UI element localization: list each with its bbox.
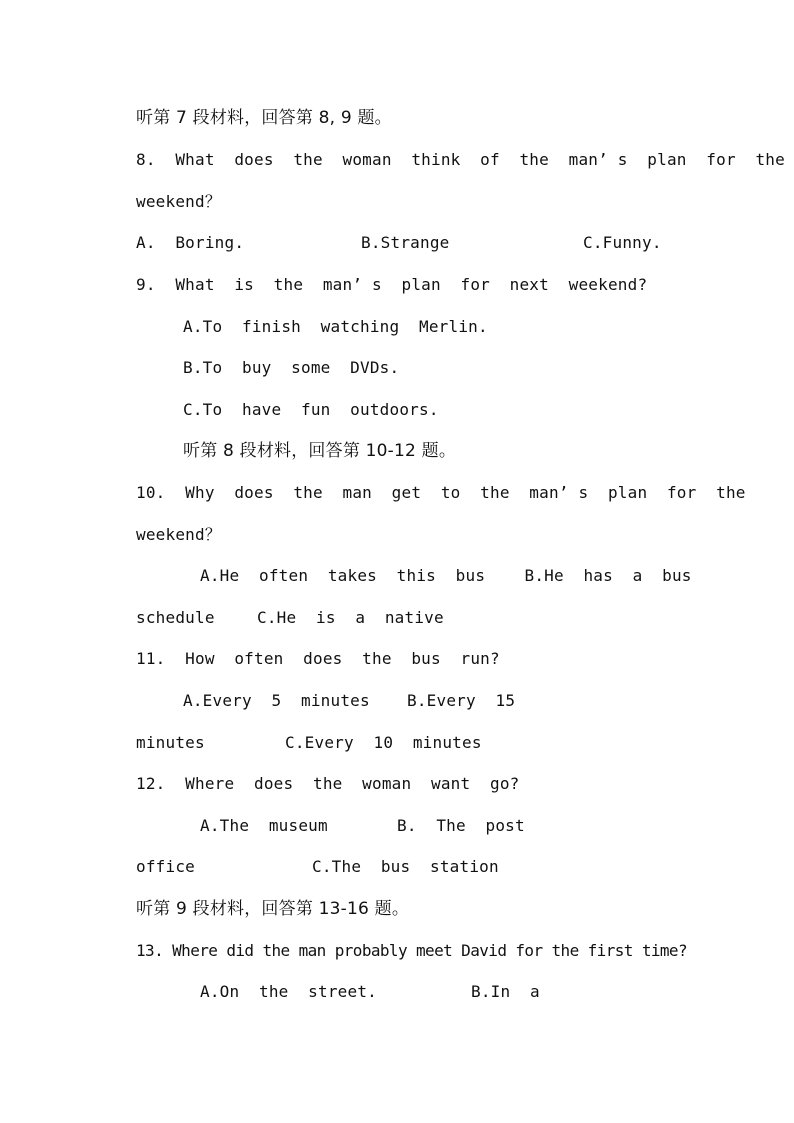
question-12-option-a: A.The museum: [200, 816, 328, 835]
question-8-option-a: A. Boring.: [136, 233, 245, 252]
question-8-line-2: weekend？: [136, 192, 222, 211]
question-9-option-b: B.To buy some DVDs.: [183, 358, 400, 377]
question-11: 11. How often does the bus run?: [136, 649, 500, 668]
question-11-option-b: B.Every 15: [407, 691, 516, 710]
question-8-line-1: 8. What does the woman think of the man’ s plan for the: [136, 150, 785, 169]
question-9-option-a: A.To finish watching Merlin.: [183, 317, 488, 336]
question-8-option-c: C.Funny.: [583, 233, 662, 252]
question-10-line-1: 10. Why does the man get to the man’ s plan for the: [136, 483, 746, 502]
question-11-option-a: A.Every 5 minutes: [183, 691, 370, 710]
question-10-options-line-2-a: schedule: [136, 608, 215, 627]
question-13-option-b: B.In a: [471, 982, 540, 1001]
question-10-options-line-1: A.He often takes this bus B.He has a bus: [200, 566, 692, 585]
question-12-option-b: B. The post: [397, 816, 525, 835]
question-11-options-line-2-a: minutes: [136, 733, 205, 752]
question-8-option-b: B.Strange: [361, 233, 450, 252]
section-7-heading: 听第 7 段材料，回答第 8, 9 题。: [136, 108, 392, 128]
question-13: 13. Where did the man probably meet David for the first time?: [136, 941, 688, 960]
question-9-option-c: C.To have fun outdoors.: [183, 400, 439, 419]
question-10-option-c: C.He is a native: [257, 608, 444, 627]
section-8-heading: 听第 8 段材料，回答第 10-12 题。: [183, 441, 457, 461]
question-11-option-c: C.Every 10 minutes: [285, 733, 482, 752]
question-12-options-line-2-a: office: [136, 857, 195, 876]
question-9: 9. What is the man’ s plan for next weekend?: [136, 275, 648, 294]
question-12: 12. Where does the woman want go?: [136, 774, 520, 793]
question-13-option-a: A.On the street.: [200, 982, 377, 1001]
question-10-line-2: weekend？: [136, 525, 222, 544]
section-9-heading: 听第 9 段材料，回答第 13-16 题。: [136, 899, 410, 919]
question-12-option-c: C.The bus station: [312, 857, 499, 876]
